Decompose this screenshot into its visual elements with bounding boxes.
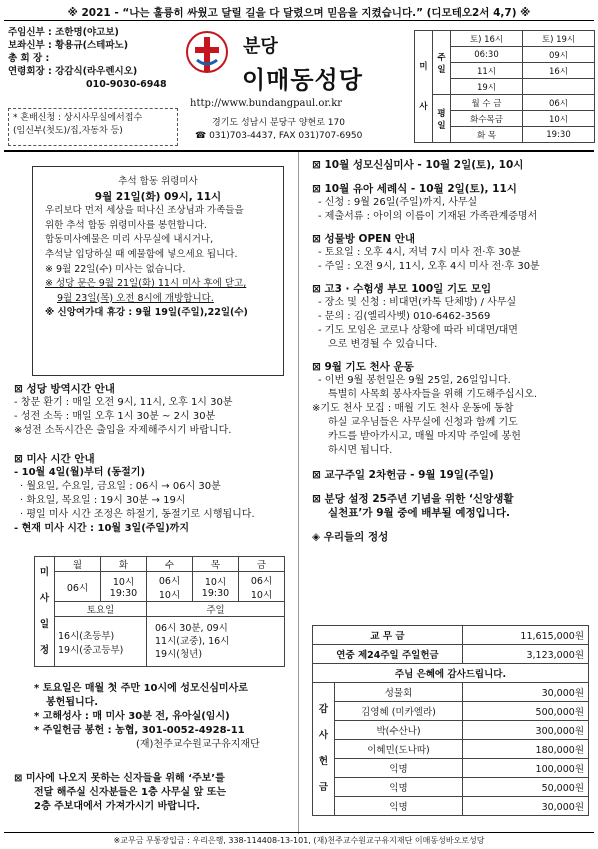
assistant-line: 보좌신부 : 황용규(스테파노) xyxy=(8,40,129,51)
mass-cell: 06시 10시 xyxy=(147,572,193,602)
mass-schedule-table xyxy=(414,30,595,143)
giving-head: 연중 제24주일 주일헌금 xyxy=(313,645,463,664)
memo-line: 9월 23일(목) 오전 8시에 개방합니다. xyxy=(57,292,214,304)
column-divider xyxy=(298,152,299,834)
wedding-notice-line1: * 혼배신청 : 상시사무실에서접수 xyxy=(13,113,143,123)
section-item: · 평일 미사 시간 조정은 하절기, 동절기로 시행됩니다. xyxy=(20,509,255,520)
sched-cell: 06시 xyxy=(523,95,595,111)
section-item: - 토요일 : 오후 4시, 저녁 7시 미사 전·후 30분 xyxy=(318,247,521,258)
section-item: - 이번 9월 봉헌일은 9월 25일, 26일입니다. xyxy=(318,375,511,386)
donor-name: 이혜민(도나따) xyxy=(335,740,463,759)
sched-cell xyxy=(523,79,595,95)
church-url[interactable]: http://www.bundangpaul.or.kr xyxy=(190,98,343,109)
section-item: - 주일 : 오전 9시, 11시, 오후 4시 미사 전·후 30분 xyxy=(318,261,540,272)
day-head: 화 xyxy=(101,557,147,572)
wedding-notice-box xyxy=(8,108,178,146)
mass-cell: 06시 xyxy=(55,572,101,602)
donor-name: 박(수산나) xyxy=(335,721,463,740)
section-heading: ⊠ 10월 유아 세례식 - 10월 2일(토), 11시 xyxy=(312,183,517,195)
section-heading: ⊠ 성당 방역시간 안내 xyxy=(14,383,115,395)
church-address: 경기도 성남시 분당구 양현로 170 xyxy=(212,118,345,128)
sched-cell: 11시 xyxy=(451,63,523,79)
memo-line: ※ 신앙여가대 휴강 : 9월 19일(주일),22일(수) xyxy=(45,307,248,319)
sched-cell: 10시 xyxy=(523,111,595,127)
section-item: ※성전 소독시간은 출입을 자제해주시기 바랍니다. xyxy=(14,425,232,436)
donor-amount: 180,000원 xyxy=(463,740,589,759)
section-item: - 신청 : 9월 26일(주일)까지, 사무실 xyxy=(318,197,478,208)
donor-amount: 300,000원 xyxy=(463,721,589,740)
sched-cell: 06:30 xyxy=(451,47,523,63)
mass-cell: 10시 19:30 xyxy=(101,572,147,602)
liaison-line: 연령회장 : 강감식(라우렌시오) xyxy=(8,66,138,77)
bulletin-notice xyxy=(14,772,296,814)
chairman-line: 총 회 장 : xyxy=(8,53,50,64)
section-heading: ⊠ 교구주일 2차헌금 - 9월 19일(주일) xyxy=(312,469,494,481)
memorial-mass-box xyxy=(32,166,284,376)
weekday-label: 평 일 xyxy=(433,95,451,143)
section-item: 하시면 됩니다. xyxy=(328,445,393,456)
sched-cell: 화수목금 xyxy=(451,111,523,127)
memo-line: 우리보다 먼저 세상을 떠나신 조상님과 가족들을 xyxy=(45,205,244,217)
section-item: ※기도 천사 모집 : 매월 기도 천사 운동에 동참 xyxy=(312,403,514,414)
header-divider xyxy=(4,150,594,152)
giving-head: 교 무 금 xyxy=(313,626,463,645)
section-item: - 창문 환기 : 매일 오전 9시, 11시, 오후 1시 30분 xyxy=(14,397,233,408)
section-item: - 제출서류 : 아이의 이름이 기재된 가족관계증명서 xyxy=(318,211,538,222)
donor-amount: 500,000원 xyxy=(463,702,589,721)
section-item: - 기도 모임은 코로나 상황에 따라 비대면/대면 xyxy=(318,325,518,336)
sched-cell: 화 목 xyxy=(451,127,523,143)
footer-bank-info: ※교무금 무통장입금 : 우리은행, 338-114408-13-101, (재)천주교수원교구유지재단 이매동성바오로성당 xyxy=(4,832,594,846)
mass-time-section xyxy=(14,452,296,536)
donor-amount: 30,000원 xyxy=(463,797,589,816)
note-line: 전달 해주실 신자분들은 1층 사무실 앞 또는 xyxy=(34,787,227,798)
memo-line: 추석날 입당하실 때 예물함에 넣으세요 됩니다. xyxy=(45,248,238,260)
mass-cell: 06시 10시 xyxy=(239,572,285,602)
donor-amount: 30,000원 xyxy=(463,683,589,702)
church-name: 이매동성당 xyxy=(242,66,363,94)
sched-cell: 월 수 금 xyxy=(451,95,523,111)
mass-cell: 16시(초등부) 19시(중고등부) xyxy=(55,617,147,667)
memo-date: 9월 21일(화) 09시, 11시 xyxy=(94,190,222,203)
day-head: 주일 xyxy=(147,602,285,617)
section-heading: ⊠ 성물방 OPEN 안내 xyxy=(312,233,416,245)
sched-head-1: 토) 16시 xyxy=(451,31,523,47)
memo-line: ※ 9월 22일(수) 미사는 없습니다. xyxy=(45,263,186,275)
day-head: 금 xyxy=(239,557,285,572)
giving-side-label: 감 사 헌 금 xyxy=(313,683,335,816)
note-line: * 고해성사 : 매 미사 30분 전, 유아실(임시) xyxy=(34,711,230,722)
liaison-phone: 010-9030-6948 xyxy=(86,79,167,90)
note-line: * 주일헌금 봉헌 : 농협, 301-0052-4928-11 xyxy=(34,725,245,736)
memo-line: 위한 추석 합동 위령미사를 봉헌합니다. xyxy=(45,219,207,231)
note-line: 2층 주보대에서 가져가시기 바랍니다. xyxy=(34,801,201,812)
note-line: 봉헌됩니다. xyxy=(46,697,99,708)
section-heading: ⊠ 고3 · 수험생 부모 100일 기도 모임 xyxy=(312,283,492,295)
day-head: 목 xyxy=(193,557,239,572)
section-item: - 현재 미사 시간 : 10월 3일(주일)까지 xyxy=(14,523,189,534)
memo-line: 합동미사예물은 미리 사무실에 내시거나, xyxy=(45,234,214,246)
donor-amount: 100,000원 xyxy=(463,759,589,778)
section-item: 카드를 받아가시고, 매월 마지막 주일에 봉헌 xyxy=(328,431,521,442)
day-head: 월 xyxy=(55,557,101,572)
giving-value: 3,123,000원 xyxy=(463,645,589,664)
section-heading: ⊠ 10월 성모신심미사 - 10월 2일(토), 10시 xyxy=(312,159,524,171)
note-line: * 토요일은 매월 첫 주만 10시에 성모신심미사로 xyxy=(34,683,248,694)
section-item: - 10월 4일(월)부터 (동절기) xyxy=(14,467,146,478)
donor-name: 성물회 xyxy=(335,683,463,702)
donor-name: 익명 xyxy=(335,797,463,816)
sched-cell: 09시 xyxy=(523,47,595,63)
section-item: - 문의 : 김(엘리사벳) 010-6462-3569 xyxy=(318,311,491,322)
section-heading: 실천표’가 9월 중에 배부될 예정입니다. xyxy=(328,507,511,519)
section-item: · 화요일, 목요일 : 19시 30분 → 19시 xyxy=(20,495,186,506)
staff-info xyxy=(8,26,178,91)
church-phone: ☎ 031)703-4437, FAX 031)707-6950 xyxy=(195,131,363,141)
church-small-name: 분당 xyxy=(243,36,278,57)
right-notices xyxy=(312,158,590,544)
pastor-line: 주임신부 : 조한명(야고보) xyxy=(8,27,119,38)
section-heading: ⊠ 9월 기도 천사 운동 xyxy=(312,361,414,373)
mass-cell: 06시 30분, 09시 11시(교중), 16시 19시(청년) xyxy=(147,617,285,667)
sched-cell: 16시 xyxy=(523,63,595,79)
day-head: 토요일 xyxy=(55,602,147,617)
donor-name: 익명 xyxy=(335,759,463,778)
section-heading: ⊠ 미사 시간 안내 xyxy=(14,453,95,465)
sched-head-2: 토) 19시 xyxy=(523,31,595,47)
memo-title: 추석 합동 위령미사 xyxy=(118,176,198,187)
mass-times-table xyxy=(34,556,285,667)
wedding-notice-line2: (임신부(첫도)/집,자동차 등) xyxy=(13,126,123,136)
giving-value: 11,615,000원 xyxy=(463,626,589,645)
donor-amount: 50,000원 xyxy=(463,778,589,797)
sched-cell: 19:30 xyxy=(523,127,595,143)
schedule-side-label: 미 사 xyxy=(415,31,433,143)
day-head: 수 xyxy=(147,557,193,572)
scripture-banner: ※ 2021 - “나는 훌륭히 싸웠고 달릴 길을 다 달렸으며 믿음을 지켰습니다.” (디모테오2서 4,7) ※ xyxy=(4,5,594,21)
donor-name: 김영혜 (미카엘라) xyxy=(335,702,463,721)
section-item: 특별히 사목회 봉사자들을 위해 기도해주십시오. xyxy=(328,389,538,400)
mass-cell: 10시 19:30 xyxy=(193,572,239,602)
offering-table xyxy=(312,625,589,816)
section-heading: ◈ 우리들의 정성 xyxy=(312,531,389,543)
mass-side-label: 미 사 일 정 xyxy=(35,557,55,667)
donor-name: 익명 xyxy=(335,778,463,797)
section-item: · 월요일, 수요일, 금요일 : 06시 → 06시 30분 xyxy=(20,481,221,492)
sunday-label: 주 일 xyxy=(433,31,451,95)
note-line: (재)천주교수원교구유지재단 xyxy=(136,739,260,750)
disinfection-section xyxy=(14,382,296,438)
sched-cell: 19시 xyxy=(451,79,523,95)
church-logo-icon xyxy=(185,30,229,88)
section-heading: ⊠ 분당 설정 25주년 기념을 위한 ‘신앙생활 xyxy=(312,493,514,505)
note-line: ⊠ 미사에 나오지 못하는 신자들을 위해 ‘주보’를 xyxy=(14,773,225,784)
mass-notes xyxy=(14,682,296,752)
section-item: 하실 교우님들은 사무실에 신청과 함께 기도 xyxy=(328,417,518,428)
memo-line: ※ 성당 문은 9월 21일(화) 11시 미사 후에 닫고, xyxy=(45,278,247,290)
giving-thanks: 주님 은혜에 감사드립니다. xyxy=(313,664,589,683)
section-item: 으로 변경될 수 있습니다. xyxy=(328,339,438,350)
section-item: - 장소 및 신청 : 비대면(카톡 단체방) / 사무실 xyxy=(318,297,517,308)
section-item: - 성전 소독 : 매일 오후 1시 30분 ~ 2시 30분 xyxy=(14,411,216,422)
